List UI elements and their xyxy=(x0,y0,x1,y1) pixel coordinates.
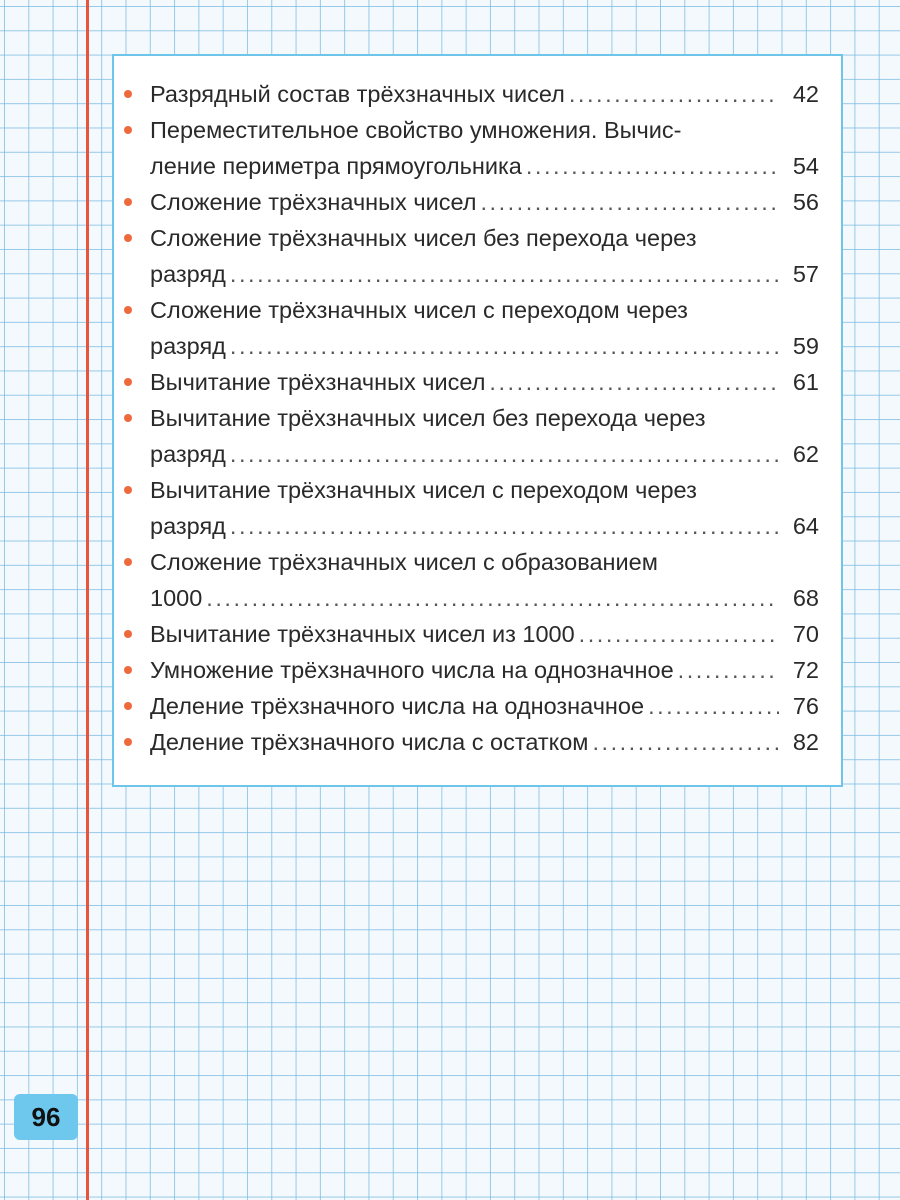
dot-leader xyxy=(648,688,779,724)
bullet-icon xyxy=(124,234,132,242)
dot-leader xyxy=(230,328,779,364)
toc-entry-page: 72 xyxy=(792,657,819,683)
bullet-icon xyxy=(124,198,132,206)
toc-entry xyxy=(150,616,819,652)
toc-entry xyxy=(150,544,819,616)
dot-leader xyxy=(230,508,779,544)
toc-entry-title: Деление трёхзначного числа на однозначное xyxy=(150,693,645,719)
toc-entry xyxy=(150,472,819,544)
notebook-margin-line xyxy=(86,0,89,1200)
toc-entry-title: Разрядный состав трёхзначных чисел xyxy=(150,81,565,107)
toc-entry-page: 42 xyxy=(792,81,819,107)
dot-leader xyxy=(230,436,779,472)
toc-entry-title: разряд xyxy=(150,333,226,359)
page-number-badge xyxy=(14,1094,78,1140)
toc-entry-page: 59 xyxy=(792,333,819,359)
bullet-icon xyxy=(124,306,132,314)
toc-entry xyxy=(150,184,819,220)
toc-entry-line xyxy=(150,724,819,760)
dot-leader xyxy=(569,76,779,112)
toc-entry-title: Вычитание трёхзначных чисел без перехода через xyxy=(150,405,706,431)
toc-entry-title: разряд xyxy=(150,441,226,467)
toc-entry-line xyxy=(150,580,819,616)
dot-leader xyxy=(526,148,779,184)
table-of-contents xyxy=(112,54,843,787)
dot-leader xyxy=(230,256,779,292)
dot-leader xyxy=(579,616,779,652)
bullet-icon xyxy=(124,414,132,422)
bullet-icon xyxy=(124,126,132,134)
toc-entry-title: Сложение трёхзначных чисел с переходом через xyxy=(150,297,688,323)
toc-entry xyxy=(150,220,819,292)
bullet-icon xyxy=(124,630,132,638)
toc-entry-title: Переместительное свойство умножения. Вычис- xyxy=(150,117,682,143)
toc-entry xyxy=(150,76,819,112)
toc-entry-line xyxy=(150,76,819,112)
toc-entry-title: Вычитание трёхзначных чисел из 1000 xyxy=(150,621,575,647)
toc-entry xyxy=(150,724,819,760)
toc-entry xyxy=(150,652,819,688)
toc-entry-line xyxy=(150,184,819,220)
toc-entry-title: ление периметра прямоугольника xyxy=(150,153,522,179)
toc-entry-title: Деление трёхзначного числа с остатком xyxy=(150,729,589,755)
bullet-icon xyxy=(124,90,132,98)
toc-entry-title: Вычитание трёхзначных чисел xyxy=(150,369,486,395)
toc-entry-title: Умножение трёхзначного числа на однозначное xyxy=(150,657,674,683)
toc-entry-line xyxy=(150,148,819,184)
toc-entry xyxy=(150,364,819,400)
toc-entry-page: 56 xyxy=(792,189,819,215)
toc-entry-line xyxy=(150,256,819,292)
toc-entry-line xyxy=(150,328,819,364)
toc-entry-page: 64 xyxy=(792,513,819,539)
bullet-icon xyxy=(124,558,132,566)
dot-leader xyxy=(678,652,779,688)
toc-entry-title: Сложение трёхзначных чисел без перехода через xyxy=(150,225,697,251)
toc-entry-line xyxy=(150,616,819,652)
toc-entry-page: 62 xyxy=(792,441,819,467)
dot-leader xyxy=(489,364,779,400)
toc-entry-line xyxy=(150,652,819,688)
dot-leader xyxy=(592,724,779,760)
toc-entry-line xyxy=(150,436,819,472)
toc-entry-page: 76 xyxy=(792,693,819,719)
toc-entry xyxy=(150,688,819,724)
toc-entry-page: 68 xyxy=(792,585,819,611)
toc-entry-page: 57 xyxy=(792,261,819,287)
bullet-icon xyxy=(124,666,132,674)
bullet-icon xyxy=(124,378,132,386)
toc-entry-title: разряд xyxy=(150,261,226,287)
toc-entry-page: 54 xyxy=(792,153,819,179)
page-number: 96 xyxy=(31,1101,61,1132)
toc-entry-line xyxy=(150,364,819,400)
bullet-icon xyxy=(124,702,132,710)
toc-entry-title: 1000 xyxy=(150,585,203,611)
toc-entry-page: 70 xyxy=(792,621,819,647)
bullet-icon xyxy=(124,486,132,494)
toc-list xyxy=(150,76,819,760)
toc-entry xyxy=(150,292,819,364)
dot-leader xyxy=(480,184,779,220)
toc-entry-page: 61 xyxy=(792,369,819,395)
toc-entry-page: 82 xyxy=(792,729,819,755)
toc-entry-line xyxy=(150,688,819,724)
toc-entry-line xyxy=(150,508,819,544)
toc-entry-title: Вычитание трёхзначных чисел с переходом через xyxy=(150,477,697,503)
bullet-icon xyxy=(124,738,132,746)
toc-entry xyxy=(150,112,819,184)
dot-leader xyxy=(206,580,779,616)
toc-entry-title: Сложение трёхзначных чисел xyxy=(150,189,477,215)
toc-entry xyxy=(150,400,819,472)
toc-entry-title: разряд xyxy=(150,513,226,539)
toc-entry-title: Сложение трёхзначных чисел с образованием xyxy=(150,549,658,575)
